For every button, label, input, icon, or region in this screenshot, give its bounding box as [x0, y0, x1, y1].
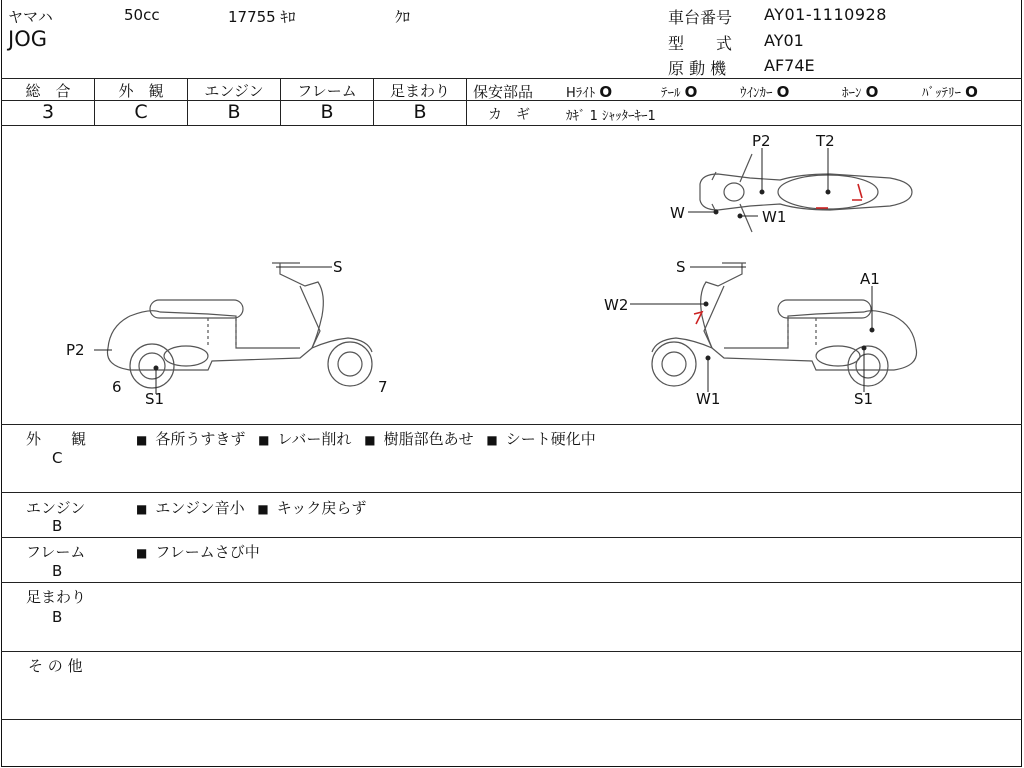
label-right-s1: S1 — [854, 390, 874, 408]
label-right-a1: A1 — [860, 270, 880, 288]
displacement: 50cc — [124, 6, 160, 24]
frame-no: AY01-1110928 — [764, 5, 887, 24]
frame-no-label: 車台番号 — [668, 8, 733, 27]
label-left-s1: S1 — [145, 390, 165, 408]
bullet-icon: ■ — [364, 433, 376, 447]
divider — [1, 582, 1022, 583]
bullet-icon: ■ — [257, 502, 269, 516]
bullet-icon: ■ — [486, 433, 498, 447]
remark-category: そ の 他 — [28, 657, 83, 675]
divider — [466, 78, 467, 125]
grade-value-suspension: B — [413, 101, 427, 123]
grade-label-frame: フレーム — [297, 82, 357, 100]
divider — [1, 719, 1022, 720]
color: ｸﾛ — [395, 8, 411, 26]
label-left-s: S — [333, 258, 343, 276]
model-name: JOG — [8, 27, 47, 51]
grade-value-exterior: C — [134, 101, 148, 123]
type-label: 型 式 — [668, 34, 733, 53]
engine-value: AF74E — [764, 56, 815, 75]
divider — [1, 492, 1022, 493]
grade-label-engine: エンジン — [204, 82, 264, 100]
grade-label-exterior: 外 観 — [118, 82, 164, 100]
bullet-icon: ■ — [136, 502, 148, 516]
divider — [1, 537, 1022, 538]
label-left-6: 6 — [112, 378, 122, 396]
safety-headlight: Hﾗｲﾄ O — [566, 83, 613, 101]
label-top-t2: T2 — [816, 132, 835, 150]
remark-category: 足まわり — [26, 588, 87, 606]
scooter-left-view — [107, 263, 372, 388]
label-top-p2: P2 — [752, 132, 771, 150]
divider — [1, 78, 1022, 79]
grade-label-overall: 総 合 — [25, 82, 71, 100]
remark-notes: ■ フレームさび中 — [136, 543, 260, 561]
divider — [1, 651, 1022, 652]
safety-label: 保安部品 — [473, 83, 534, 101]
remark-notes: ■ 各所うすきず ■ レバー削れ ■ 樹脂部色あせ ■ シート硬化中 — [136, 430, 596, 448]
label-left-7: 7 — [378, 378, 388, 396]
label-right-w2: W2 — [604, 296, 629, 314]
grade-value-engine: B — [227, 101, 241, 123]
maker: ヤマハ — [8, 8, 53, 26]
grade-value-overall: 3 — [41, 101, 55, 123]
label-left-p2: P2 — [66, 341, 85, 359]
grade-label-suspension: 足まわり — [389, 82, 450, 100]
remark-grade: B — [52, 517, 63, 535]
damage-diagram — [0, 126, 1022, 424]
bullet-icon: ■ — [258, 433, 270, 447]
remark-grade: B — [52, 608, 63, 626]
damage-marks — [694, 184, 862, 324]
remark-category: 外 観 — [26, 430, 87, 448]
bullet-icon: ■ — [136, 546, 148, 560]
grade-value-frame: B — [320, 101, 334, 123]
key-value: ｶｷﾞ 1 ｼｬｯﾀｰｷｰ1 — [566, 109, 656, 124]
safety-horn: ﾎｰﾝ O — [842, 83, 879, 101]
safety-tail: ﾃｰﾙ O — [661, 83, 698, 101]
label-top-w: W — [670, 204, 685, 222]
remark-category: フレーム — [26, 543, 86, 561]
safety-battery: ﾊﾞｯﾃﾘｰ O — [922, 83, 978, 101]
remark-notes: ■ エンジン音小 ■ キック戻らず — [136, 499, 367, 517]
key-label: カ ギ — [488, 107, 530, 123]
label-right-w1: W1 — [696, 390, 721, 408]
remark-grade: B — [52, 562, 63, 580]
label-right-s: S — [676, 258, 686, 276]
divider — [1, 424, 1022, 425]
mileage: 17755 ｷﾛ — [228, 8, 296, 26]
label-top-w1: W1 — [762, 208, 787, 226]
remark-category: エンジン — [26, 499, 86, 517]
remark-grade: C — [52, 449, 63, 467]
scooter-top-view — [700, 154, 912, 232]
type-value: AY01 — [764, 31, 804, 50]
safety-winker: ｳｲﾝｶｰ O — [740, 83, 790, 101]
bullet-icon: ■ — [136, 433, 148, 447]
engine-label: 原 動 機 — [668, 59, 727, 78]
